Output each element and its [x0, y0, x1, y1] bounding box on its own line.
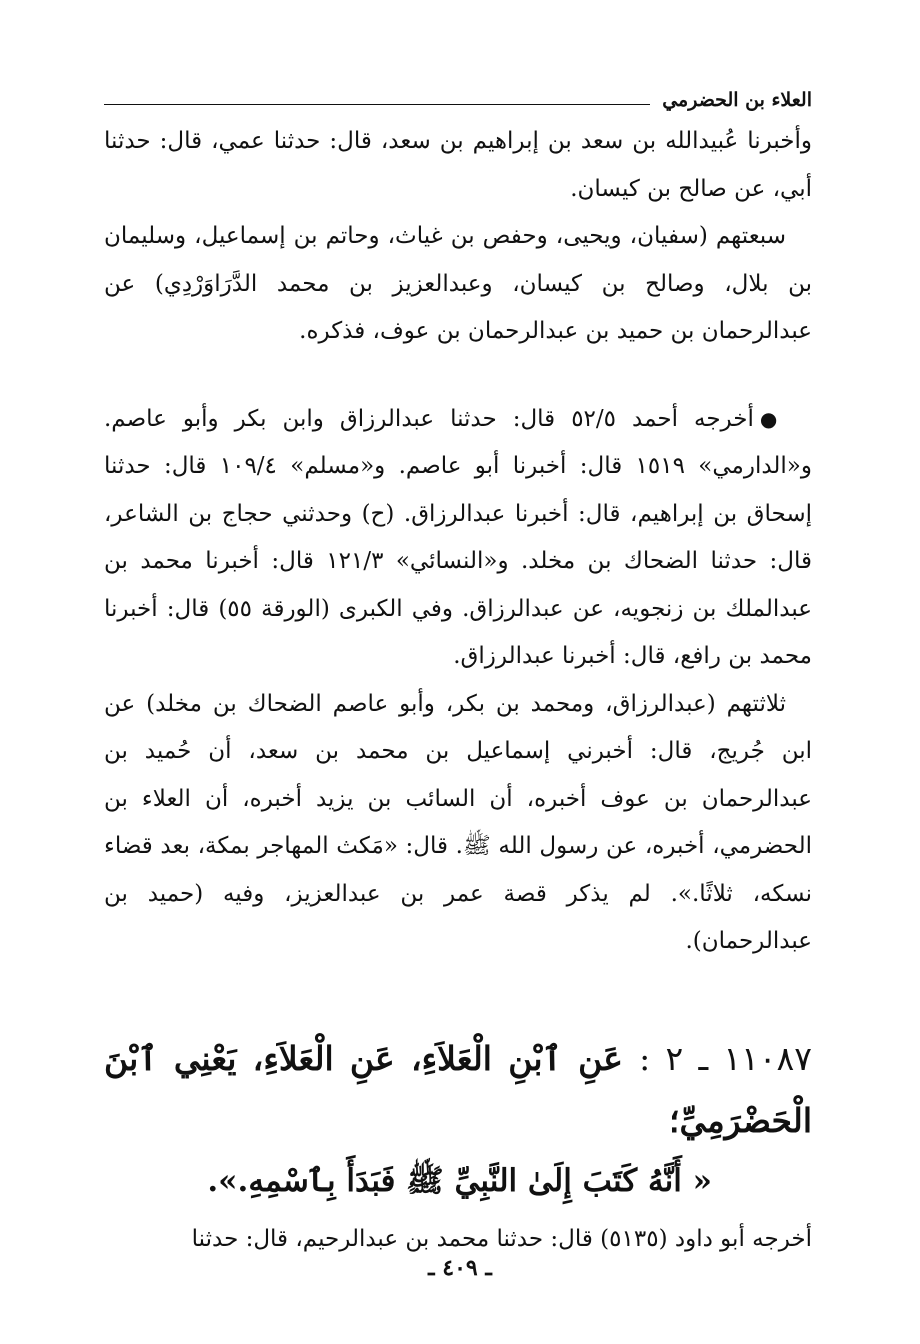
running-header: [104, 76, 812, 110]
spacer: [104, 966, 812, 1028]
page-number: ـ ٤٠٩ ـ: [428, 1255, 492, 1281]
spacer: [104, 356, 812, 396]
hadith-matn: « أَنَّهُ كَتَبَ إِلَىٰ النَّبِيِّ ﷺ فَبَدَأَ بِٱسْمِهِ.».: [207, 1162, 712, 1199]
hadith-isnad: عَنِ ٱبْنِ الْعَلاَءِ، عَنِ الْعَلاَءِ، يَعْنِي ٱبْنَ الْحَضْرَمِيِّ؛: [104, 1038, 812, 1140]
paragraph-chain-continuation: وأخبرنا عُبيدالله بن سعد بن إبراهيم بن سعد، قال: حدثنا عمي، قال: حدثنا أبي، عن صالح بن كيسان.: [104, 128, 812, 202]
hadith-heading: [104, 1028, 812, 1152]
running-title: العلاء بن الحضرمي: [662, 89, 812, 111]
takhrij-text: أخرجه أحمد ٥٢/٥ قال: حدثنا عبدالرزاق وابن بكر وأبو عاصم. و«الدارمي» ١٥١٩ قال: أخبرنا أبو عاصم. و«مسلم» ١٠٩/٤ قال: حدثنا إسحاق بن إبراهيم، قال: أخبرنا عبدالرزاق. (ح) وحدثني حجاج بن الشاعر، قال: حدثنا الضحاك بن مخلد. و«النسائي» ١٢١/٣ قال: أخبرنا محمد بن عبدالملك بن زنجويه، عن عبدالرزاق. وفي الكبرى (الورقة ٥٥) قال: أخبرنا محمد بن رافع، قال: أخبرنا عبدالرزاق.: [104, 405, 812, 669]
bullet-icon: ●: [759, 406, 786, 431]
source-paragraph: أخرجه أبو داود (٥١٣٥) قال: حدثنا محمد بن عبدالرحيم، قال: حدثنا: [191, 1225, 812, 1252]
page-body: [104, 118, 812, 1263]
takhrij-paragraph: [104, 396, 812, 681]
paragraph-seven-narrators: سبعتهم (سفيان، ويحيى، وحفص بن غياث، وحاتم بن إسماعيل، وسليمان بن بلال، وصالح بن كيسان، وعبدالعزيز بن محمد الدَّرَاوَرْدِي) عن عبدالرحمان بن حميد بن عبدالرحمان بن عوف، فذكره.: [104, 223, 812, 344]
header-rule: [104, 104, 650, 105]
hadith-number: ١١٠٨٧ ـ ٢ :: [639, 1038, 812, 1078]
summary-paragraph: ثلاثتهم (عبدالرزاق، ومحمد بن بكر، وأبو عاصم الضحاك بن مخلد) عن ابن جُريج، قال: أخبرني إسماعيل بن محمد بن سعد، أن حُميد بن عبدالرحمان بن عوف أخبره، أن السائب بن يزيد أخبره، أن العلاء بن الحضرمي، أخبره، عن رسول الله ﷺ. قال: «مَكث المهاجر بمكة، بعد قضاء نسكه، ثلاثًا.». لم يذكر قصة عمر بن عبدالعزيز، وفيه (حميد بن عبدالرحمان).: [104, 690, 812, 954]
